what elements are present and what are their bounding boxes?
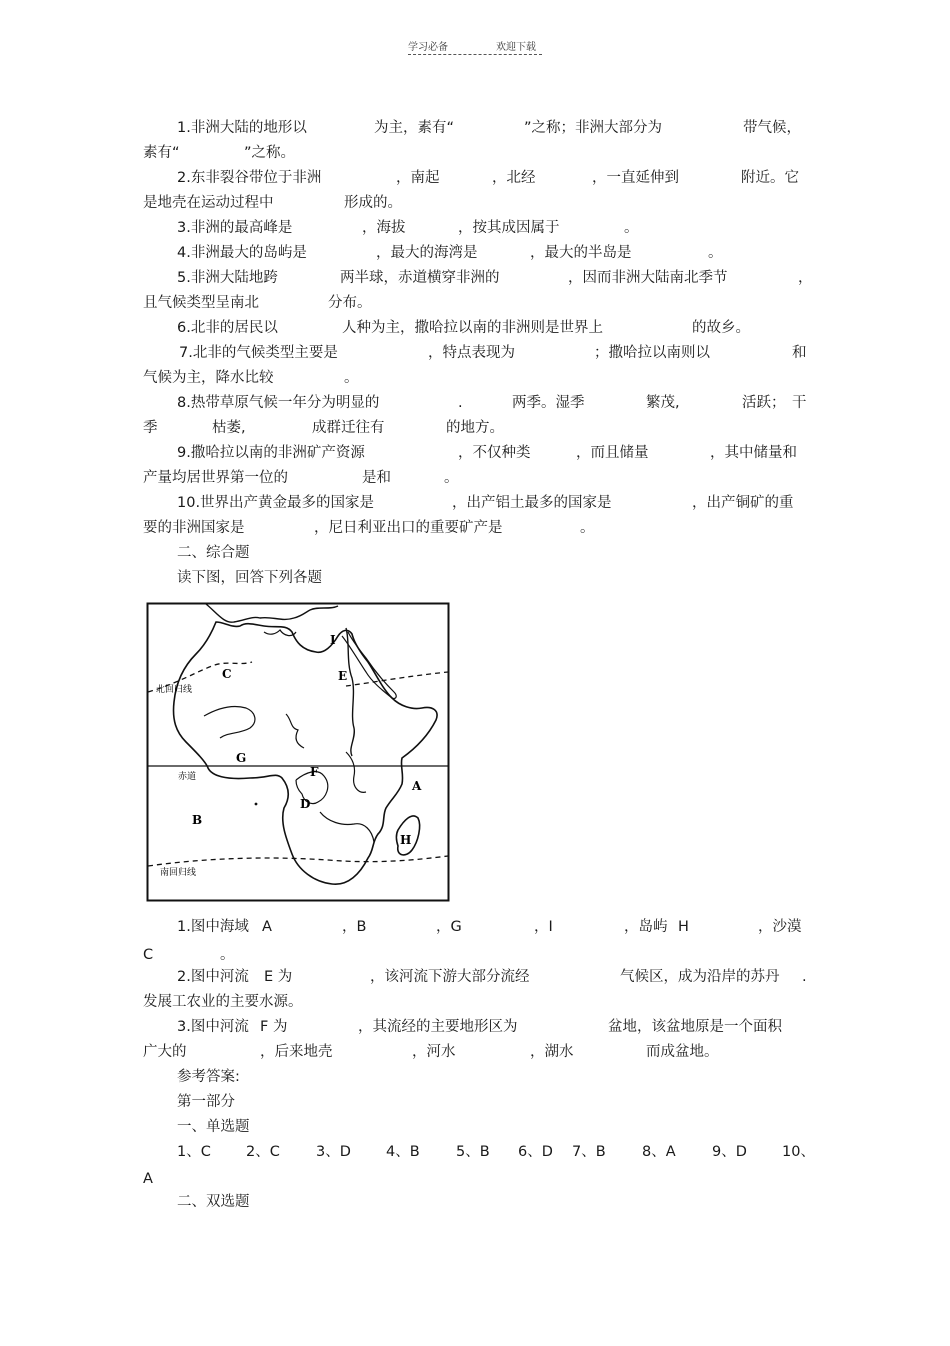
text: ，后来地壳 — [260, 1044, 333, 1060]
text: 的故乡。 — [692, 320, 750, 336]
text: 气候为主，降水比较 — [143, 370, 274, 386]
map-label-g: G — [236, 751, 247, 765]
text: ，该河流下游大部分流经 — [370, 969, 530, 985]
text: 季 — [143, 420, 158, 436]
text: 9.撒哈拉以南的非洲矿产资源 — [177, 445, 365, 461]
text: ”之称；非洲大部分为 — [524, 120, 663, 136]
text: ，岛屿 — [624, 919, 668, 935]
text: 3.图中河流 — [177, 1019, 249, 1035]
text: ，最大的海湾是 — [376, 245, 478, 261]
text: E 为 — [264, 969, 293, 985]
text: 而成盆地。 — [646, 1044, 719, 1060]
text: 7.北非的气候类型主要是 — [179, 345, 338, 361]
text: 气候区，成为沿岸的苏丹 — [620, 969, 780, 985]
text: ，湖水 — [530, 1044, 574, 1060]
text: ，最大的半岛是 — [530, 245, 632, 261]
text: 1.图中海域 — [177, 919, 249, 935]
text: 广大的 — [143, 1044, 187, 1060]
text: ，一直延伸到 — [592, 170, 679, 186]
text: 3.非洲的最高峰是 — [177, 220, 293, 236]
text: 枯萎, — [212, 420, 246, 436]
text: 。 — [444, 470, 459, 486]
label-equator: 赤道 — [178, 772, 197, 782]
answer-item: 8、A — [642, 1144, 676, 1160]
answers-double-title: 二、双选题 — [177, 1194, 250, 1210]
map-label-e: E — [338, 669, 348, 683]
map-label-i: I — [330, 633, 336, 647]
text: 繁茂, — [646, 395, 680, 411]
map-frame — [148, 604, 449, 901]
answer-item: 7、B — [572, 1144, 606, 1160]
text: 活跃； — [742, 395, 786, 411]
text: ，尼日利亚出口的重要矿产是 — [314, 520, 503, 536]
text: 。 — [220, 947, 235, 963]
map-label-d: D — [300, 797, 311, 811]
section-2-title: 二、综合题 — [177, 545, 250, 561]
section-2-intro: 读下图，回答下列各题 — [177, 570, 322, 586]
dot-marker — [255, 803, 258, 806]
text: ，B — [342, 919, 367, 935]
answer-item: 5、B — [456, 1144, 490, 1160]
text: ，G — [436, 919, 462, 935]
answers-part1: 第一部分 — [177, 1094, 235, 1110]
text: . — [802, 969, 807, 985]
text: 的地方。 — [446, 420, 504, 436]
text: ，南起 — [396, 170, 440, 186]
text: ，其流经的主要地形区为 — [358, 1019, 518, 1035]
text: 附近。它 — [741, 170, 799, 186]
text: ；撒哈拉以南则以 — [594, 345, 710, 361]
text: ，沙漠 — [758, 919, 802, 935]
text: 干 — [792, 395, 807, 411]
text: 。 — [344, 370, 359, 386]
header-left: 学习必备 — [408, 42, 448, 53]
text: 两半球，赤道横穿非洲的 — [340, 270, 500, 286]
text: ，不仅种类 — [458, 445, 531, 461]
map-label-b: B — [192, 813, 203, 827]
text: ，特点表现为 — [428, 345, 515, 361]
map-label-f: F — [310, 765, 319, 779]
text: F 为 — [260, 1019, 288, 1035]
answer-item: 9、D — [712, 1144, 747, 1160]
answers-last: A — [143, 1171, 153, 1187]
text: . — [458, 395, 463, 411]
text: 5.非洲大陆地跨 — [177, 270, 278, 286]
text: ”之称。 — [244, 145, 296, 161]
text: 盆地，该盆地原是一个面积 — [608, 1019, 782, 1035]
text: 是地壳在运动过程中 — [143, 195, 274, 211]
text: 且气候类型呈南北 — [143, 295, 259, 311]
text: ，河水 — [412, 1044, 456, 1060]
text: 6.北非的居民以 — [177, 320, 278, 336]
text: ，按其成因属于 — [458, 220, 560, 236]
text: ，出产铝土最多的国家是 — [452, 495, 612, 511]
text: 要的非洲国家是 — [143, 520, 245, 536]
answer-item: 1、C — [177, 1144, 211, 1160]
label-tropic-capricorn: 南回归线 — [160, 868, 197, 878]
text: 。 — [708, 245, 723, 261]
header-divider — [408, 54, 542, 55]
text: 形成的。 — [344, 195, 402, 211]
text: 8.热带草原气候一年分为明显的 — [177, 395, 380, 411]
text: ，北经 — [492, 170, 536, 186]
text: 。 — [580, 520, 595, 536]
map-label-c: C — [222, 667, 232, 681]
text: ，因而非洲大陆南北季节 — [568, 270, 728, 286]
text: 10.世界出产黄金最多的国家是 — [177, 495, 375, 511]
text: 素有“ — [143, 145, 180, 161]
text: 2.图中河流 — [177, 969, 249, 985]
text: C — [143, 947, 154, 963]
text: 和 — [792, 345, 807, 361]
text: 为主，素有“ — [374, 120, 455, 136]
text: 是和 — [362, 470, 391, 486]
text: 成群迁往有 — [312, 420, 385, 436]
page-header — [408, 38, 536, 53]
answer-item: 10、 — [782, 1144, 815, 1160]
answer-item: 4、B — [386, 1144, 420, 1160]
label-tropic-cancer: 北回归线 — [156, 685, 193, 695]
text: 2.东非裂谷带位于非洲 — [177, 170, 322, 186]
map-label-a: A — [412, 779, 422, 793]
text: ，其中储量和 — [710, 445, 797, 461]
map-label-h: H — [400, 833, 412, 847]
answers-single-title: 一、单选题 — [177, 1119, 250, 1135]
text: 两季。湿季 — [512, 395, 585, 411]
text: ，海拔 — [362, 220, 406, 236]
header-right: 欢迎下载 — [496, 42, 536, 53]
text: ，出产铜矿的重 — [692, 495, 794, 511]
text: 产量均居世界第一位的 — [143, 470, 288, 486]
text: 。 — [624, 220, 639, 236]
answers-title: 参考答案: — [177, 1069, 240, 1085]
text: H — [678, 919, 689, 935]
text: ，而且储量 — [576, 445, 649, 461]
text: 1.非洲大陆的地形以 — [177, 120, 307, 136]
text: 发展工农业的主要水源。 — [143, 994, 303, 1010]
answer-item: 3、D — [316, 1144, 351, 1160]
text: 带气候， — [743, 120, 801, 136]
answer-item: 6、D — [518, 1144, 553, 1160]
answer-item: 2、C — [246, 1144, 280, 1160]
africa-map — [146, 602, 450, 902]
text: 人种为主，撒哈拉以南的非洲则是世界上 — [342, 320, 603, 336]
text: A — [262, 919, 272, 935]
text: 分布。 — [328, 295, 372, 311]
text: ， — [798, 270, 813, 286]
text: 4.非洲最大的岛屿是 — [177, 245, 307, 261]
text: ，I — [534, 919, 553, 935]
